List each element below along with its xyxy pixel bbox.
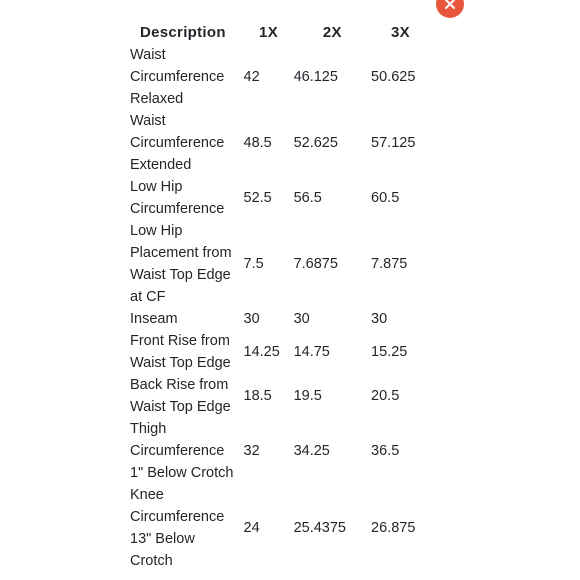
header-description: Description (140, 24, 226, 41)
cell-1x: 30 (243, 311, 260, 327)
table-row (130, 220, 430, 308)
size-table (130, 22, 430, 572)
cell-2x: 34.25 (293, 443, 330, 459)
row-description: Low Hip Circumference (130, 179, 225, 217)
cell-1x: 32 (243, 443, 260, 459)
cell-3x: 50.625 (371, 69, 416, 85)
cell-3x: 15.25 (371, 344, 408, 360)
cell-1x: 42 (243, 69, 260, 85)
table-header-row (130, 22, 430, 44)
table-row (130, 418, 430, 484)
header-3x: 3X (391, 24, 410, 41)
close-icon[interactable] (444, 0, 456, 10)
cell-3x: 60.5 (371, 190, 400, 206)
table-row (130, 44, 430, 110)
cell-3x: 57.125 (371, 135, 416, 151)
cell-3x: 30 (371, 311, 388, 327)
cell-1x: 7.5 (243, 256, 264, 272)
table-row (130, 176, 430, 220)
cell-3x: 36.5 (371, 443, 400, 459)
close-button[interactable] (436, 0, 464, 18)
row-description: Thigh Circumference 1" Below Crotch (130, 421, 234, 481)
row-description: Waist Circumference Extended (130, 113, 225, 173)
table-row (130, 330, 430, 374)
cell-2x: 56.5 (293, 190, 322, 206)
cell-1x: 52.5 (243, 190, 272, 206)
table-row (130, 110, 430, 176)
row-description: Inseam (130, 311, 178, 327)
cell-2x: 30 (293, 311, 310, 327)
row-description: Front Rise from Waist Top Edge (130, 333, 231, 371)
table-row (130, 374, 430, 418)
row-description: Knee Circumference 13" Below Crotch (130, 487, 225, 569)
table-row (130, 308, 430, 330)
cell-3x: 7.875 (371, 256, 408, 272)
cell-2x: 46.125 (293, 69, 338, 85)
cell-2x: 7.6875 (293, 256, 338, 272)
cell-1x: 18.5 (243, 388, 272, 404)
table-row (130, 484, 430, 572)
row-description: Low Hip Placement from Waist Top Edge at CF (130, 223, 232, 305)
cell-1x: 48.5 (243, 135, 272, 151)
cell-3x: 26.875 (371, 520, 416, 536)
cell-2x: 25.4375 (293, 520, 346, 536)
row-description: Waist Circumference Relaxed (130, 47, 225, 107)
header-1x: 1X (259, 24, 278, 41)
header-2x: 2X (322, 24, 342, 41)
row-description: Back Rise from Waist Top Edge (130, 377, 231, 415)
cell-1x: 24 (243, 520, 260, 536)
cell-1x: 14.25 (243, 344, 280, 360)
cell-2x: 14.75 (293, 344, 330, 360)
cell-3x: 20.5 (371, 388, 400, 404)
cell-2x: 52.625 (293, 135, 338, 151)
cell-2x: 19.5 (293, 388, 322, 404)
size-chart (130, 22, 430, 569)
